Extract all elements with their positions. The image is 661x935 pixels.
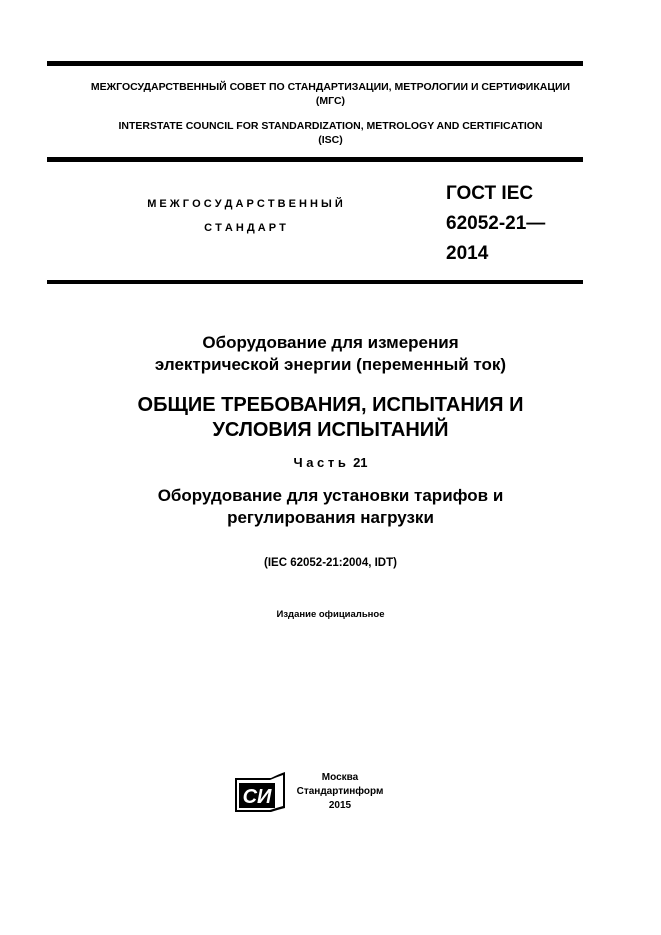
publisher-city: Москва xyxy=(321,772,359,783)
standard-code-line2: 62052-21— xyxy=(446,213,546,234)
subtitle-line2: регулирования нагрузки xyxy=(227,508,434,527)
council-ru-abbr: (МГС) xyxy=(315,95,346,107)
title-line1: Оборудование для измерения xyxy=(202,333,459,352)
svg-text:СИ: СИ xyxy=(242,786,272,808)
top-rule xyxy=(47,61,583,66)
subtitle-line1: Оборудование для установки тарифов и xyxy=(157,486,504,505)
standard-type-line1: М Е Ж Г О С У Д А Р С Т В Е Н Н Ы Й xyxy=(147,198,343,210)
title-line2: электрической энергии (переменный ток) xyxy=(154,355,507,374)
bottom-rule xyxy=(47,280,583,284)
standard-code-line1: ГОСТ IEC xyxy=(446,183,534,204)
council-en: INTERSTATE COUNCIL FOR STANDARDIZATION, METROLOGY AND CERTIFICATION xyxy=(118,120,543,132)
title-main1: ОБЩИЕ ТРЕБОВАНИЯ, ИСПЫТАНИЯ И xyxy=(137,394,524,416)
publication-year: 2015 xyxy=(328,800,352,811)
middle-rule xyxy=(47,157,583,162)
standard-type-line2: С Т А Н Д А Р Т xyxy=(204,222,286,234)
council-ru: МЕЖГОСУДАРСТВЕННЫЙ СОВЕТ ПО СТАНДАРТИЗАЦИИ, МЕТРОЛОГИИ И СЕРТИФИКАЦИИ xyxy=(90,81,571,93)
edition-label: Издание официальное xyxy=(276,609,385,620)
title-main2: УСЛОВИЯ ИСПЫТАНИЙ xyxy=(212,419,449,441)
publisher-name: Стандартинформ xyxy=(296,786,384,797)
iec-reference: (IEC 62052-21:2004, IDT) xyxy=(264,557,397,569)
standard-code-line3: 2014 xyxy=(446,243,489,264)
council-en-abbr: (ISC) xyxy=(318,134,343,146)
publisher-logo xyxy=(233,770,287,814)
part-label: Ч а с т ь 21 xyxy=(293,455,368,470)
